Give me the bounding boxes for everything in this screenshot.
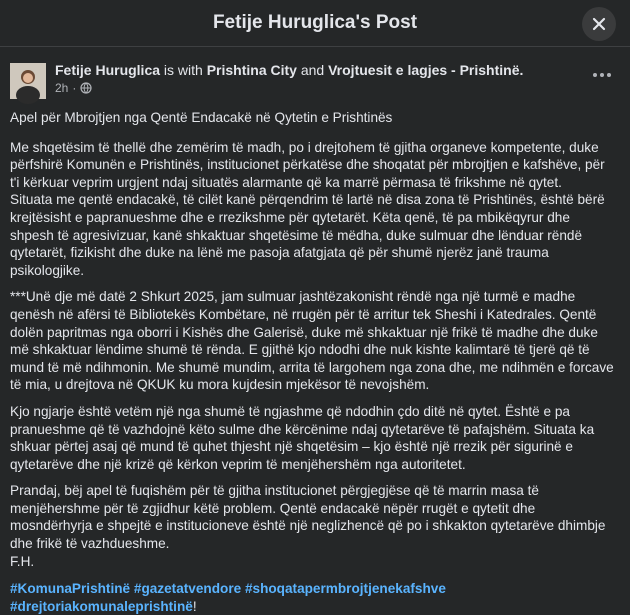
hashtag-link[interactable]: #drejtoriakomunaleprishtinë: [10, 598, 193, 614]
author-name[interactable]: Fetije Huruglica: [55, 62, 161, 78]
and-text: and: [300, 62, 325, 78]
dialog-title: Fetije Huruglica's Post: [212, 12, 418, 33]
globe-icon: [80, 82, 92, 94]
post-time[interactable]: 2h: [55, 81, 69, 95]
close-button[interactable]: [582, 7, 616, 41]
post-title: Apel për Mbrojtjen nga Qentë Endacakë në Qytetin e Prishtinës: [10, 110, 393, 125]
dialog-header: [0, 0, 630, 47]
hashtag-suffix: !: [192, 598, 197, 614]
post-paragraph-1: Me shqetësim të thellë dhe zemërim të madh, po i drejtohem të gjitha organeve kompetente, duke përfshirë Komunën e Prishtinës, institucionet përkatëse dhe shoqatat për mbrojtjen e kafshëve, për t'i kërkuar veprim urgjent ndaj situatës alarmante që ka marrë përmasa të frikshme në qytet. Situata me qentë endacakë, të cilët kanë përqendrim të lartë në disa zona të Prishtinës, është bërë krejtësisht e papranueshme dhe e rrezikshme për qytetarët. Këta qenë, të pa mbikëqyrur dhe shpesh të agresivizuar, kanë shkaktuar shqetësime të mëdha, duke sulmuar dhe lënduar rëndë qytetarët, fizikisht dhe duke na lënë me pasoja afatgjata që për shumë njerëz janë trauma psikologjike.: [10, 139, 605, 278]
hashtag-link[interactable]: #shoqatapermbrojtjenekafshve: [244, 581, 446, 597]
with-text: is with: [163, 62, 203, 78]
avatar[interactable]: [10, 63, 46, 99]
dot-separator: ·: [72, 81, 77, 95]
hashtag-list: [10, 580, 616, 615]
hashtag-link[interactable]: #KomunaPrishtinë: [10, 581, 131, 597]
post-paragraph-3: Kjo ngjarje është vetëm një nga shumë të ngjashme që ndodhin çdo ditë në qytet. Është e pa pranueshme që të vazhdojnë këto sulme dhe kërcënime ndaj qytetarëve të pafajshëm. Situata ka shkuar përtej asaj që mund të quhet thjesht një shqetësim – kjo është një rrezik për sigurinë e qytetarëve dhe një krizë që kërkon veprim të menjëhershëm nga autoritetet.: [10, 403, 595, 472]
avatar-photo-icon: [10, 63, 46, 99]
hashtag-link[interactable]: #gazetatvendore: [133, 581, 242, 597]
tag-vrojtuesit[interactable]: Vrojtuesit e lagjes - Prishtinë.: [328, 62, 524, 78]
post-content: [0, 109, 630, 615]
post-paragraph-2: ***Unë dje më datë 2 Shkurt 2025, jam sulmuar jashtëzakonisht rëndë nga një turmë e madhe qenësh në afërsi të Bibliotekës Kombëtare, në rrugën për të arritur tek Sheshi i Katedrales. Qentë dolën papritmas nga oborri i Kishës dhe Galerisë, duke më shkaktuar një frikë të madhe dhe duke më shkaktuar lëndime shumë të rënda. E gjithë kjo ndodhi dhe nuk kishte kalimtarë të tjerë që të mund të më ndihmonin. Me shumë mundim, arrita të largohem nga zona dhe, me ndihmën e forcave të mia, u drejtova në QKUK ku mora kujdesin mjekësor të nevojshëm.: [10, 289, 614, 393]
post-paragraph-4: Prandaj, bëj apel të fuqishëm për të gjitha institucionet përgjegjëse që të marrin masa të menjëhershme për të zgjidhur këtë problem. Qentë endacakë nëpër rrugët e qytetit dhe mosndërhyrja e shpejtë e institucioneve është një neglizhencë që po i shkakton qytetarëve dhimbje dhe frikë të vazhdueshme. F.H.: [10, 483, 606, 569]
post-time-line: [55, 81, 523, 95]
post-meta: [55, 61, 523, 95]
post-header: [0, 47, 630, 109]
more-horizontal-icon: [592, 72, 612, 78]
more-options-button[interactable]: [588, 65, 616, 85]
close-icon: [592, 17, 606, 31]
tag-prishtina-city[interactable]: Prishtina City: [206, 62, 297, 78]
author-line: [55, 61, 523, 79]
